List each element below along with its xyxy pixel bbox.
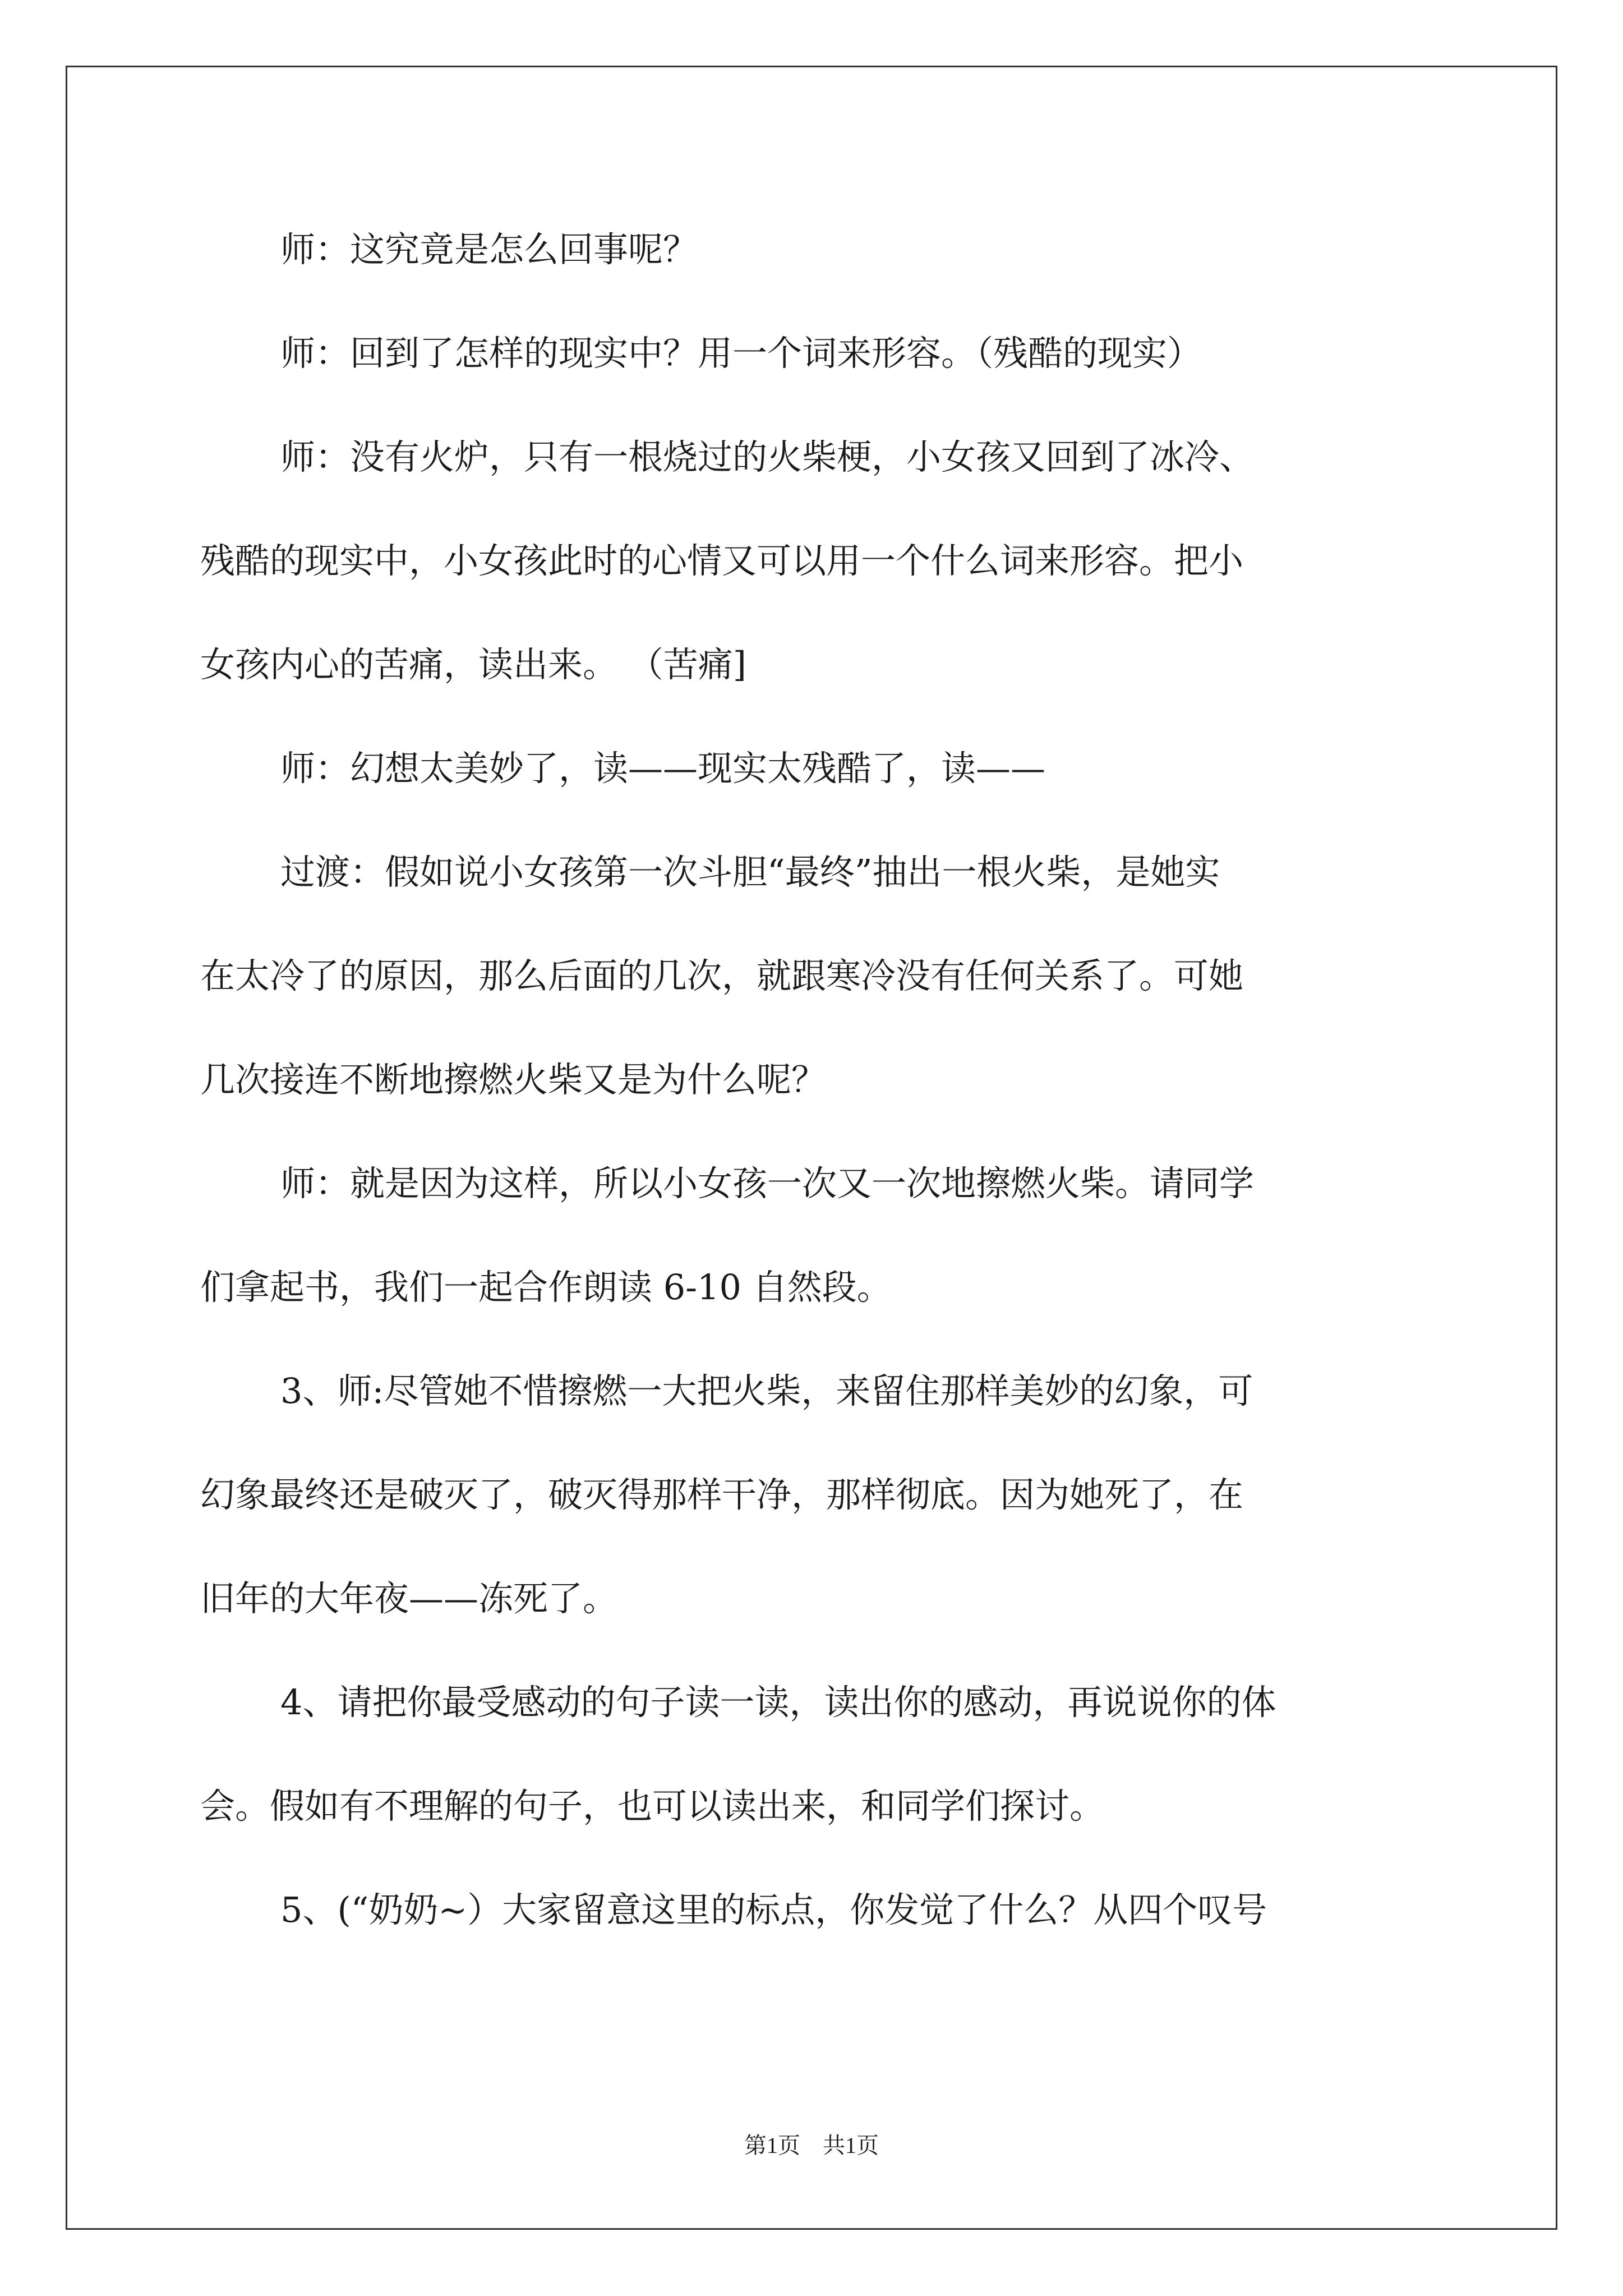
text-line: 会。假如有不理解的句子，也可以读出来，和同学们探讨。 (200, 1786, 1105, 1826)
text-line: 残酷的现实中，小女孩此时的心情又可以用一个什么词来形容。把小 (200, 540, 1244, 581)
text-line: 过渡：假如说小女孩第一次斗胆“最终”抽出一根火柴，是她实 (280, 852, 1220, 892)
text-line: 4、请把你最受感动的句子读一读，读出你的感动，再说说你的体 (280, 1682, 1276, 1723)
text-line: 女孩内心的苦痛，读出来。 （苦痛] (200, 644, 746, 685)
text-line: 3、师:尽管她不惜擦燃一大把火柴，来留住那样美妙的幻象，可 (280, 1370, 1253, 1411)
text-line: 师：就是因为这样，所以小女孩一次又一次地擦燃火柴。请同学 (280, 1163, 1255, 1204)
text-line: 师：没有火炉，只有一根烧过的火柴梗，小女孩又回到了冰冷、 (280, 436, 1255, 477)
text-line: 几次接连不断地擦燃火柴又是为什么呢？ (200, 1059, 827, 1100)
text-line: 在太冷了的原因，那么后面的几次，就跟寒冷没有任何关系了。可她 (200, 955, 1244, 996)
text-line: 们拿起书，我们一起合作朗读 6-10 自然段。 (200, 1267, 892, 1308)
page-footer: 第1页 共1页 (744, 2133, 879, 2158)
text-line: 5、(“奶奶~）大家留意这里的标点，你发觉了什么？从四个叹号 (280, 1889, 1267, 1930)
text-line: 师：幻想太美妙了，读——现实太残酷了，读—— (280, 748, 1046, 789)
text-line: 旧年的大年夜——冻死了。 (200, 1578, 618, 1619)
text-line: 师：回到了怎样的现实中？用一个词来形容。（残酷的现实） (280, 333, 1202, 374)
text-line: 师：这究竟是怎么回事呢？ (280, 229, 698, 270)
text-line: 幻象最终还是破灭了，破灭得那样干净，那样彻底。因为她死了，在 (200, 1474, 1244, 1515)
